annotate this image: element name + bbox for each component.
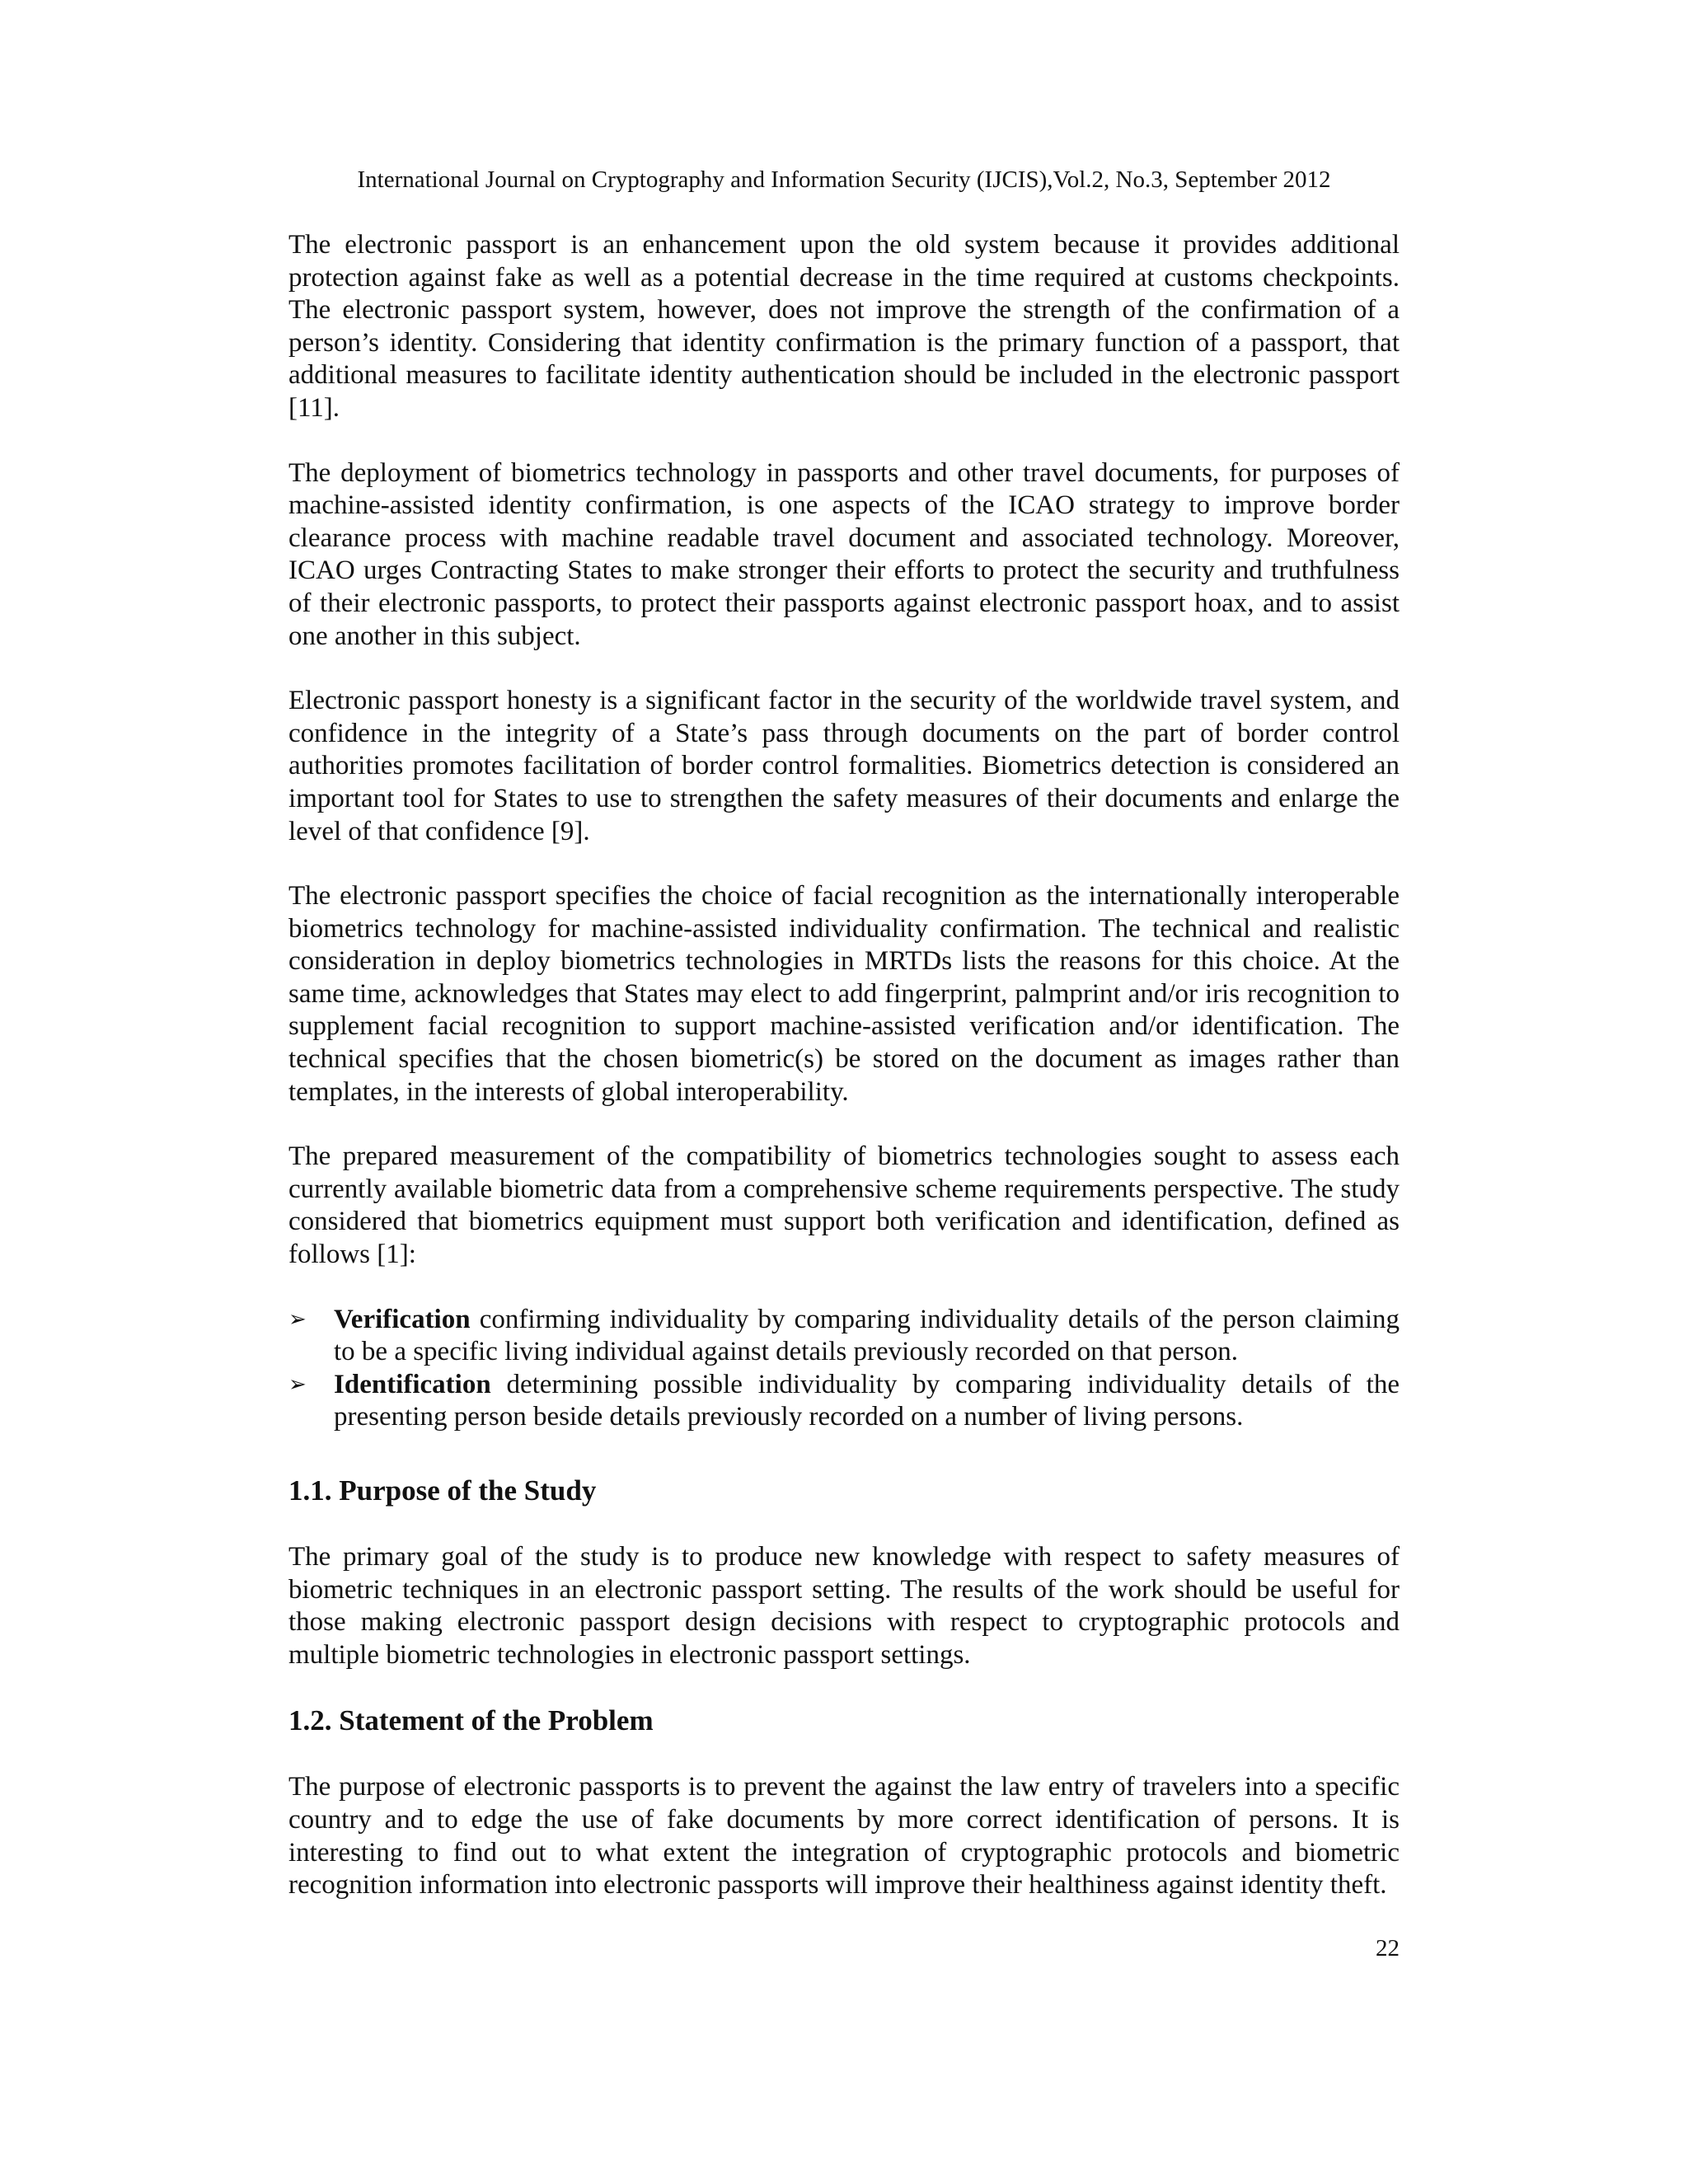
paragraph-compatibility-measurement: The prepared measurement of the compatibility of biometrics technologies sought to assess each currently available biometric data from a comprehensive scheme requirements perspective. The study considered that biometrics equipment must support both verification and identification, defined as follows [1]: [288,1141,1400,1270]
page-number: 22 [1376,1935,1400,1961]
running-header: International Journal on Cryptography and Information Security (IJCIS),Vol.2, No.3, September 2012 [357,166,1331,193]
definition-list [288,1304,1400,1434]
paragraph-passport-honesty: Electronic passport honesty is a significant factor in the security of the worldwide travel system, and confidence in the integrity of a State’s pass through documents on the part of border control authorities promotes facilitation of border control formalities. Biometrics detection is considered an important tool for States to use to strengthen the safety measures of their documents and enlarge the level of that confidence [9]. [288,686,1400,846]
arrow-bullet-icon: ➢ [288,1306,307,1332]
definition-term: Identification [334,1369,491,1399]
arrow-bullet-icon: ➢ [288,1371,307,1397]
definition-item-identification [288,1369,1400,1434]
section-heading-problem: 1.2. Statement of the Problem [288,1704,654,1737]
section-heading-purpose: 1.1. Purpose of the Study [288,1474,597,1507]
body-text [288,229,1400,1934]
definition-term: Verification [334,1304,471,1334]
paragraph-problem: The purpose of electronic passports is to prevent the against the law entry of travelers into a specific country and to edge the use of fake documents by more correct identification of persons. It is interesting to find out to what extent the integration of cryptographic protocols and biometric recognition information into electronic passports will improve their healthiness against identity theft. [288,1772,1400,1900]
definition-item-verification [288,1304,1400,1369]
definition-text: determining possible individuality by comparing individuality details of the presenting person beside details previously recorded on a number of living persons. [334,1369,1400,1432]
paragraph-facial-recognition: The electronic passport specifies the choice of facial recognition as the internationally interoperable biometrics technology for machine-assisted individuality confirmation. The technical and realistic consideration in deploy biometrics technologies in MRTDs lists the reasons for this choice. At the same time, acknowledges that States may elect to add fingerprint, palmprint and/or iris recognition to supplement facial recognition to support machine-assisted verification and/or identification. The technical specifies that the chosen biometric(s) be stored on the document as images rather than templates, in the interests of global interoperability. [288,881,1400,1107]
definition-text: confirming individuality by comparing individuality details of the person claiming to be a specific living individual against details previously recorded on that person. [334,1304,1400,1367]
paragraph-purpose: The primary goal of the study is to produce new knowledge with respect to safety measures of biometric techniques in an electronic passport setting. The results of the work should be useful for those making electronic passport design decisions with respect to cryptographic protocols and multiple biometric technologies in electronic passport settings. [288,1542,1400,1670]
paragraph-biometrics-deployment: The deployment of biometrics technology in passports and other travel documents, for purposes of machine-assisted identity confirmation, is one aspects of the ICAO strategy to improve border clearance process with machine readable travel document and associated technology. Moreover, ICAO urges Contracting States to make stronger their efforts to protect the security and truthfulness of their electronic passports, to protect their passports against electronic passport hoax, and to assist one another in this subject. [288,457,1400,651]
paragraph-passport-enhancement: The electronic passport is an enhancement upon the old system because it provides additional protection against fake as well as a potential decrease in the time required at customs checkpoints. The electronic passport system, however, does not improve the strength of the confirmation of a person’s identity. Considering that identity confirmation is the primary function of a passport, that additional measures to facilitate identity authentication should be included in the electronic passport [11]. [288,230,1400,423]
